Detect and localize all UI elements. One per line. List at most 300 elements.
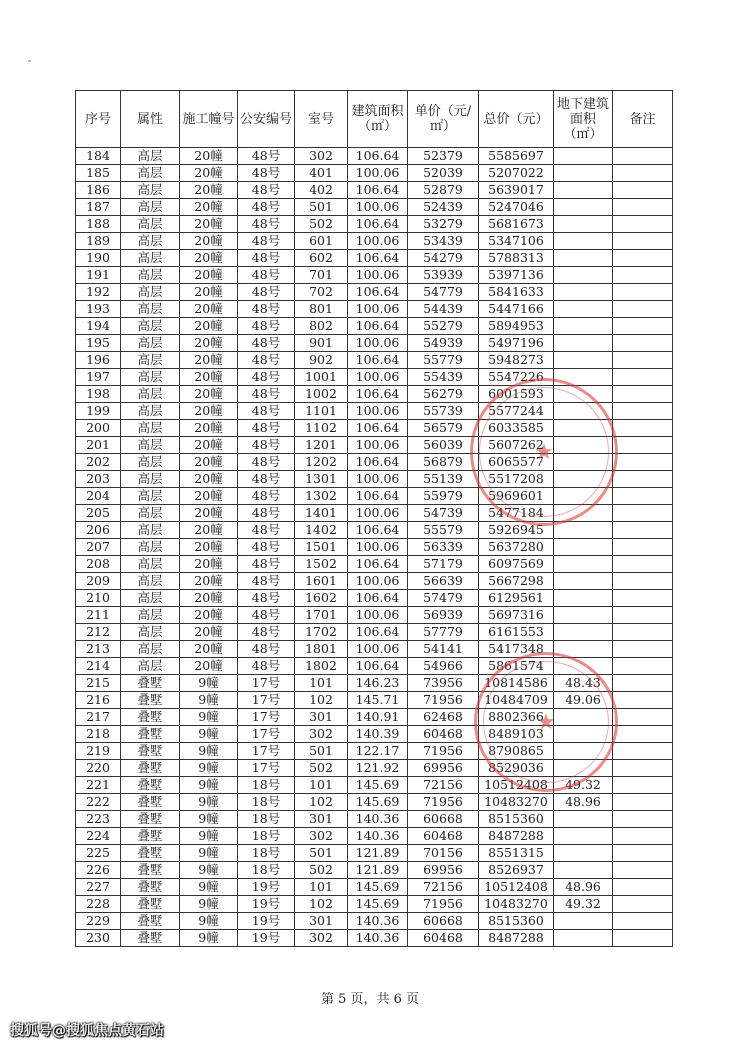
cell-room: 901: [295, 335, 348, 352]
cell-underground: [554, 556, 613, 573]
cell-underground: [554, 488, 613, 505]
cell-building: 20幢: [180, 488, 238, 505]
cell-unit-price: 56579: [408, 420, 479, 437]
cell-police-no: 19号: [238, 913, 295, 930]
cell-police-no: 48号: [238, 624, 295, 641]
cell-unit-price: 55579: [408, 522, 479, 539]
cell-room: 1102: [295, 420, 348, 437]
cell-building: 9幢: [180, 709, 238, 726]
cell-room: 301: [295, 811, 348, 828]
table-row: [76, 505, 673, 522]
cell-underground: [554, 709, 613, 726]
cell-building: 9幢: [180, 692, 238, 709]
cell-room: 302: [295, 148, 348, 165]
table-row: [76, 471, 673, 488]
cell-seq: 230: [76, 930, 121, 947]
table-row: [76, 539, 673, 556]
cell-building: 20幢: [180, 590, 238, 607]
cell-unit-price: 60668: [408, 913, 479, 930]
cell-underground: [554, 624, 613, 641]
cell-total: 5517208: [479, 471, 554, 488]
cell-room: 502: [295, 760, 348, 777]
cell-remark: [613, 250, 673, 267]
cell-area: 140.36: [348, 828, 408, 845]
header-seq: 序号: [76, 91, 121, 148]
cell-building: 9幢: [180, 743, 238, 760]
cell-total: 8515360: [479, 913, 554, 930]
cell-attr: 叠墅: [121, 726, 180, 743]
cell-area: 140.39: [348, 726, 408, 743]
cell-unit-price: 71956: [408, 794, 479, 811]
table-row: [76, 386, 673, 403]
cell-police-no: 48号: [238, 165, 295, 182]
cell-seq: 194: [76, 318, 121, 335]
cell-underground: [554, 845, 613, 862]
cell-remark: [613, 556, 673, 573]
cell-unit-price: 54939: [408, 335, 479, 352]
cell-seq: 220: [76, 760, 121, 777]
table-row: [76, 454, 673, 471]
table-row: [76, 556, 673, 573]
header-attr: 属性: [121, 91, 180, 148]
cell-room: 902: [295, 352, 348, 369]
cell-unit-price: 55439: [408, 369, 479, 386]
cell-attr: 高层: [121, 250, 180, 267]
price-list-table: [75, 90, 673, 947]
table-row: [76, 811, 673, 828]
cell-total: 5637280: [479, 539, 554, 556]
cell-underground: [554, 913, 613, 930]
cell-unit-price: 62468: [408, 709, 479, 726]
cell-underground: [554, 233, 613, 250]
cell-seq: 229: [76, 913, 121, 930]
cell-building: 9幢: [180, 760, 238, 777]
cell-total: 5607262: [479, 437, 554, 454]
cell-room: 101: [295, 777, 348, 794]
cell-unit-price: 53279: [408, 216, 479, 233]
cell-underground: [554, 216, 613, 233]
cell-seq: 219: [76, 743, 121, 760]
cell-seq: 191: [76, 267, 121, 284]
cell-police-no: 48号: [238, 284, 295, 301]
cell-seq: 184: [76, 148, 121, 165]
cell-attr: 高层: [121, 641, 180, 658]
cell-area: 100.06: [348, 267, 408, 284]
cell-building: 20幢: [180, 539, 238, 556]
cell-area: 100.06: [348, 539, 408, 556]
cell-police-no: 48号: [238, 148, 295, 165]
cell-police-no: 48号: [238, 488, 295, 505]
cell-room: 1201: [295, 437, 348, 454]
cell-attr: 高层: [121, 607, 180, 624]
cell-total: 5788313: [479, 250, 554, 267]
cell-total: 8802366: [479, 709, 554, 726]
cell-police-no: 48号: [238, 301, 295, 318]
cell-building: 20幢: [180, 148, 238, 165]
cell-seq: 190: [76, 250, 121, 267]
cell-attr: 高层: [121, 386, 180, 403]
table-row: [76, 403, 673, 420]
cell-seq: 218: [76, 726, 121, 743]
cell-police-no: 48号: [238, 267, 295, 284]
cell-unit-price: 54439: [408, 301, 479, 318]
cell-building: 20幢: [180, 505, 238, 522]
cell-attr: 高层: [121, 165, 180, 182]
cell-total: 5681673: [479, 216, 554, 233]
cell-remark: [613, 607, 673, 624]
cell-remark: [613, 590, 673, 607]
cell-remark: [613, 573, 673, 590]
cell-seq: 192: [76, 284, 121, 301]
cell-room: 302: [295, 726, 348, 743]
cell-police-no: 48号: [238, 386, 295, 403]
cell-police-no: 48号: [238, 522, 295, 539]
cell-remark: [613, 862, 673, 879]
cell-unit-price: 55779: [408, 352, 479, 369]
cell-underground: [554, 505, 613, 522]
table-row: [76, 675, 673, 692]
header-unit-price: 单价（元/㎡）: [408, 91, 479, 148]
cell-seq: 188: [76, 216, 121, 233]
cell-police-no: 48号: [238, 233, 295, 250]
cell-area: 106.64: [348, 386, 408, 403]
cell-room: 402: [295, 182, 348, 199]
cell-attr: 高层: [121, 437, 180, 454]
cell-building: 20幢: [180, 420, 238, 437]
cell-underground: [554, 828, 613, 845]
table-row: [76, 828, 673, 845]
cell-unit-price: 60468: [408, 930, 479, 947]
table-row: [76, 607, 673, 624]
cell-remark: [613, 845, 673, 862]
cell-underground: 48.96: [554, 879, 613, 896]
cell-building: 9幢: [180, 896, 238, 913]
cell-building: 9幢: [180, 845, 238, 862]
cell-police-no: 48号: [238, 199, 295, 216]
cell-attr: 叠墅: [121, 913, 180, 930]
cell-room: 601: [295, 233, 348, 250]
cell-police-no: 48号: [238, 216, 295, 233]
cell-area: 106.64: [348, 250, 408, 267]
cell-seq: 225: [76, 845, 121, 862]
cell-total: 8526937: [479, 862, 554, 879]
cell-unit-price: 54739: [408, 505, 479, 522]
cell-attr: 叠墅: [121, 896, 180, 913]
cell-unit-price: 60468: [408, 726, 479, 743]
cell-unit-price: 71956: [408, 743, 479, 760]
cell-remark: [613, 454, 673, 471]
cell-underground: [554, 930, 613, 947]
cell-attr: 叠墅: [121, 709, 180, 726]
cell-unit-price: 55139: [408, 471, 479, 488]
cell-total: 5894953: [479, 318, 554, 335]
cell-total: 5697316: [479, 607, 554, 624]
cell-total: 5926945: [479, 522, 554, 539]
cell-room: 501: [295, 743, 348, 760]
cell-area: 146.23: [348, 675, 408, 692]
cell-room: 101: [295, 675, 348, 692]
cell-total: 6001593: [479, 386, 554, 403]
header-room: 室号: [295, 91, 348, 148]
cell-total: 5247046: [479, 199, 554, 216]
cell-underground: [554, 386, 613, 403]
cell-area: 106.64: [348, 624, 408, 641]
table-body: [76, 148, 673, 947]
cell-unit-price: 53439: [408, 233, 479, 250]
cell-remark: [613, 675, 673, 692]
cell-attr: 高层: [121, 182, 180, 199]
cell-attr: 高层: [121, 352, 180, 369]
cell-total: 5477184: [479, 505, 554, 522]
cell-attr: 叠墅: [121, 879, 180, 896]
cell-attr: 高层: [121, 624, 180, 641]
cell-total: 6033585: [479, 420, 554, 437]
cell-total: 10814586: [479, 675, 554, 692]
cell-attr: 叠墅: [121, 930, 180, 947]
cell-seq: 222: [76, 794, 121, 811]
cell-remark: [613, 726, 673, 743]
cell-police-no: 48号: [238, 505, 295, 522]
cell-attr: 高层: [121, 301, 180, 318]
cell-underground: [554, 454, 613, 471]
cell-seq: 223: [76, 811, 121, 828]
cell-police-no: 48号: [238, 539, 295, 556]
cell-room: 102: [295, 896, 348, 913]
table-row: [76, 437, 673, 454]
cell-remark: [613, 233, 673, 250]
cell-remark: [613, 165, 673, 182]
cell-total: 8487288: [479, 930, 554, 947]
cell-seq: 212: [76, 624, 121, 641]
cell-area: 100.06: [348, 335, 408, 352]
cell-unit-price: 56039: [408, 437, 479, 454]
cell-building: 20幢: [180, 301, 238, 318]
cell-remark: [613, 692, 673, 709]
cell-seq: 187: [76, 199, 121, 216]
cell-attr: 高层: [121, 369, 180, 386]
cell-unit-price: 52379: [408, 148, 479, 165]
cell-attr: 高层: [121, 267, 180, 284]
cell-area: 100.06: [348, 165, 408, 182]
header-police-no: 公安编号: [238, 91, 295, 148]
cell-total: 6129561: [479, 590, 554, 607]
cell-total: 6065577: [479, 454, 554, 471]
scan-speck: [28, 60, 31, 62]
cell-underground: [554, 352, 613, 369]
cell-police-no: 19号: [238, 879, 295, 896]
cell-seq: 203: [76, 471, 121, 488]
cell-area: 100.06: [348, 573, 408, 590]
cell-room: 502: [295, 216, 348, 233]
table-row: [76, 760, 673, 777]
cell-total: 10483270: [479, 896, 554, 913]
cell-police-no: 17号: [238, 675, 295, 692]
cell-total: 5397136: [479, 267, 554, 284]
cell-attr: 高层: [121, 505, 180, 522]
cell-room: 1202: [295, 454, 348, 471]
cell-police-no: 48号: [238, 641, 295, 658]
cell-room: 1701: [295, 607, 348, 624]
cell-seq: 185: [76, 165, 121, 182]
cell-area: 106.64: [348, 318, 408, 335]
cell-room: 1402: [295, 522, 348, 539]
cell-attr: 叠墅: [121, 777, 180, 794]
cell-police-no: 48号: [238, 556, 295, 573]
cell-unit-price: 55279: [408, 318, 479, 335]
cell-room: 1501: [295, 539, 348, 556]
cell-attr: 高层: [121, 420, 180, 437]
cell-room: 701: [295, 267, 348, 284]
cell-area: 145.69: [348, 794, 408, 811]
cell-underground: [554, 335, 613, 352]
table-row: [76, 845, 673, 862]
cell-area: 100.06: [348, 505, 408, 522]
cell-police-no: 48号: [238, 420, 295, 437]
cell-total: 8489103: [479, 726, 554, 743]
cell-underground: [554, 403, 613, 420]
cell-area: 106.64: [348, 148, 408, 165]
table-row: [76, 913, 673, 930]
cell-area: 100.06: [348, 233, 408, 250]
page-number: 第 5 页，共 6 页: [320, 992, 420, 1007]
cell-attr: 高层: [121, 199, 180, 216]
cell-underground: [554, 862, 613, 879]
cell-seq: 202: [76, 454, 121, 471]
table-row: [76, 488, 673, 505]
cell-building: 20幢: [180, 233, 238, 250]
cell-building: 20幢: [180, 471, 238, 488]
cell-total: 5948273: [479, 352, 554, 369]
cell-unit-price: 56879: [408, 454, 479, 471]
cell-unit-price: 60668: [408, 811, 479, 828]
cell-attr: 高层: [121, 216, 180, 233]
cell-seq: 228: [76, 896, 121, 913]
cell-seq: 204: [76, 488, 121, 505]
cell-attr: 高层: [121, 335, 180, 352]
table-row: [76, 182, 673, 199]
cell-unit-price: 72156: [408, 879, 479, 896]
cell-underground: [554, 182, 613, 199]
table-row: [76, 301, 673, 318]
cell-police-no: 48号: [238, 573, 295, 590]
cell-attr: 叠墅: [121, 862, 180, 879]
cell-building: 20幢: [180, 437, 238, 454]
cell-police-no: 18号: [238, 845, 295, 862]
table-header-row: [76, 91, 673, 148]
cell-remark: [613, 216, 673, 233]
cell-police-no: 48号: [238, 454, 295, 471]
cell-police-no: 17号: [238, 726, 295, 743]
cell-area: 100.06: [348, 369, 408, 386]
cell-underground: [554, 471, 613, 488]
cell-attr: 叠墅: [121, 828, 180, 845]
cell-area: 106.64: [348, 352, 408, 369]
cell-area: 106.64: [348, 488, 408, 505]
cell-remark: [613, 267, 673, 284]
cell-building: 9幢: [180, 726, 238, 743]
cell-attr: 高层: [121, 284, 180, 301]
cell-building: 20幢: [180, 216, 238, 233]
cell-attr: 叠墅: [121, 743, 180, 760]
cell-room: 1601: [295, 573, 348, 590]
cell-unit-price: 54779: [408, 284, 479, 301]
cell-room: 401: [295, 165, 348, 182]
cell-total: 5585697: [479, 148, 554, 165]
cell-area: 121.92: [348, 760, 408, 777]
cell-room: 301: [295, 709, 348, 726]
table-row: [76, 284, 673, 301]
cell-unit-price: 57779: [408, 624, 479, 641]
cell-room: 1502: [295, 556, 348, 573]
table-row: [76, 862, 673, 879]
cell-underground: [554, 267, 613, 284]
cell-seq: 210: [76, 590, 121, 607]
header-area: 建筑面积（㎡）: [348, 91, 408, 148]
cell-unit-price: 57479: [408, 590, 479, 607]
cell-building: 9幢: [180, 675, 238, 692]
cell-attr: 叠墅: [121, 845, 180, 862]
cell-police-no: 48号: [238, 403, 295, 420]
cell-underground: [554, 318, 613, 335]
cell-area: 100.06: [348, 437, 408, 454]
cell-seq: 216: [76, 692, 121, 709]
cell-underground: [554, 641, 613, 658]
cell-underground: [554, 437, 613, 454]
cell-remark: [613, 488, 673, 505]
cell-underground: 48.96: [554, 794, 613, 811]
cell-seq: 209: [76, 573, 121, 590]
cell-area: 121.89: [348, 862, 408, 879]
cell-underground: 49.32: [554, 896, 613, 913]
cell-remark: [613, 199, 673, 216]
cell-room: 102: [295, 794, 348, 811]
cell-unit-price: 57179: [408, 556, 479, 573]
cell-attr: 叠墅: [121, 811, 180, 828]
cell-area: 145.69: [348, 777, 408, 794]
cell-underground: [554, 811, 613, 828]
cell-area: 106.64: [348, 216, 408, 233]
cell-total: 10512408: [479, 879, 554, 896]
cell-remark: [613, 760, 673, 777]
cell-attr: 高层: [121, 488, 180, 505]
cell-room: 602: [295, 250, 348, 267]
cell-room: 1801: [295, 641, 348, 658]
cell-police-no: 17号: [238, 709, 295, 726]
cell-room: 501: [295, 845, 348, 862]
cell-seq: 214: [76, 658, 121, 675]
cell-area: 122.17: [348, 743, 408, 760]
cell-unit-price: 56279: [408, 386, 479, 403]
cell-attr: 高层: [121, 454, 180, 471]
cell-attr: 高层: [121, 573, 180, 590]
table-row: [76, 658, 673, 675]
cell-remark: [613, 352, 673, 369]
cell-building: 20幢: [180, 607, 238, 624]
cell-remark: [613, 777, 673, 794]
cell-police-no: 48号: [238, 590, 295, 607]
cell-total: 8515360: [479, 811, 554, 828]
cell-seq: 217: [76, 709, 121, 726]
cell-area: 121.89: [348, 845, 408, 862]
cell-building: 20幢: [180, 386, 238, 403]
cell-area: 106.64: [348, 590, 408, 607]
cell-unit-price: 56339: [408, 539, 479, 556]
cell-police-no: 17号: [238, 692, 295, 709]
cell-area: 100.06: [348, 607, 408, 624]
cell-area: 106.64: [348, 284, 408, 301]
cell-seq: 224: [76, 828, 121, 845]
cell-total: 5861574: [479, 658, 554, 675]
